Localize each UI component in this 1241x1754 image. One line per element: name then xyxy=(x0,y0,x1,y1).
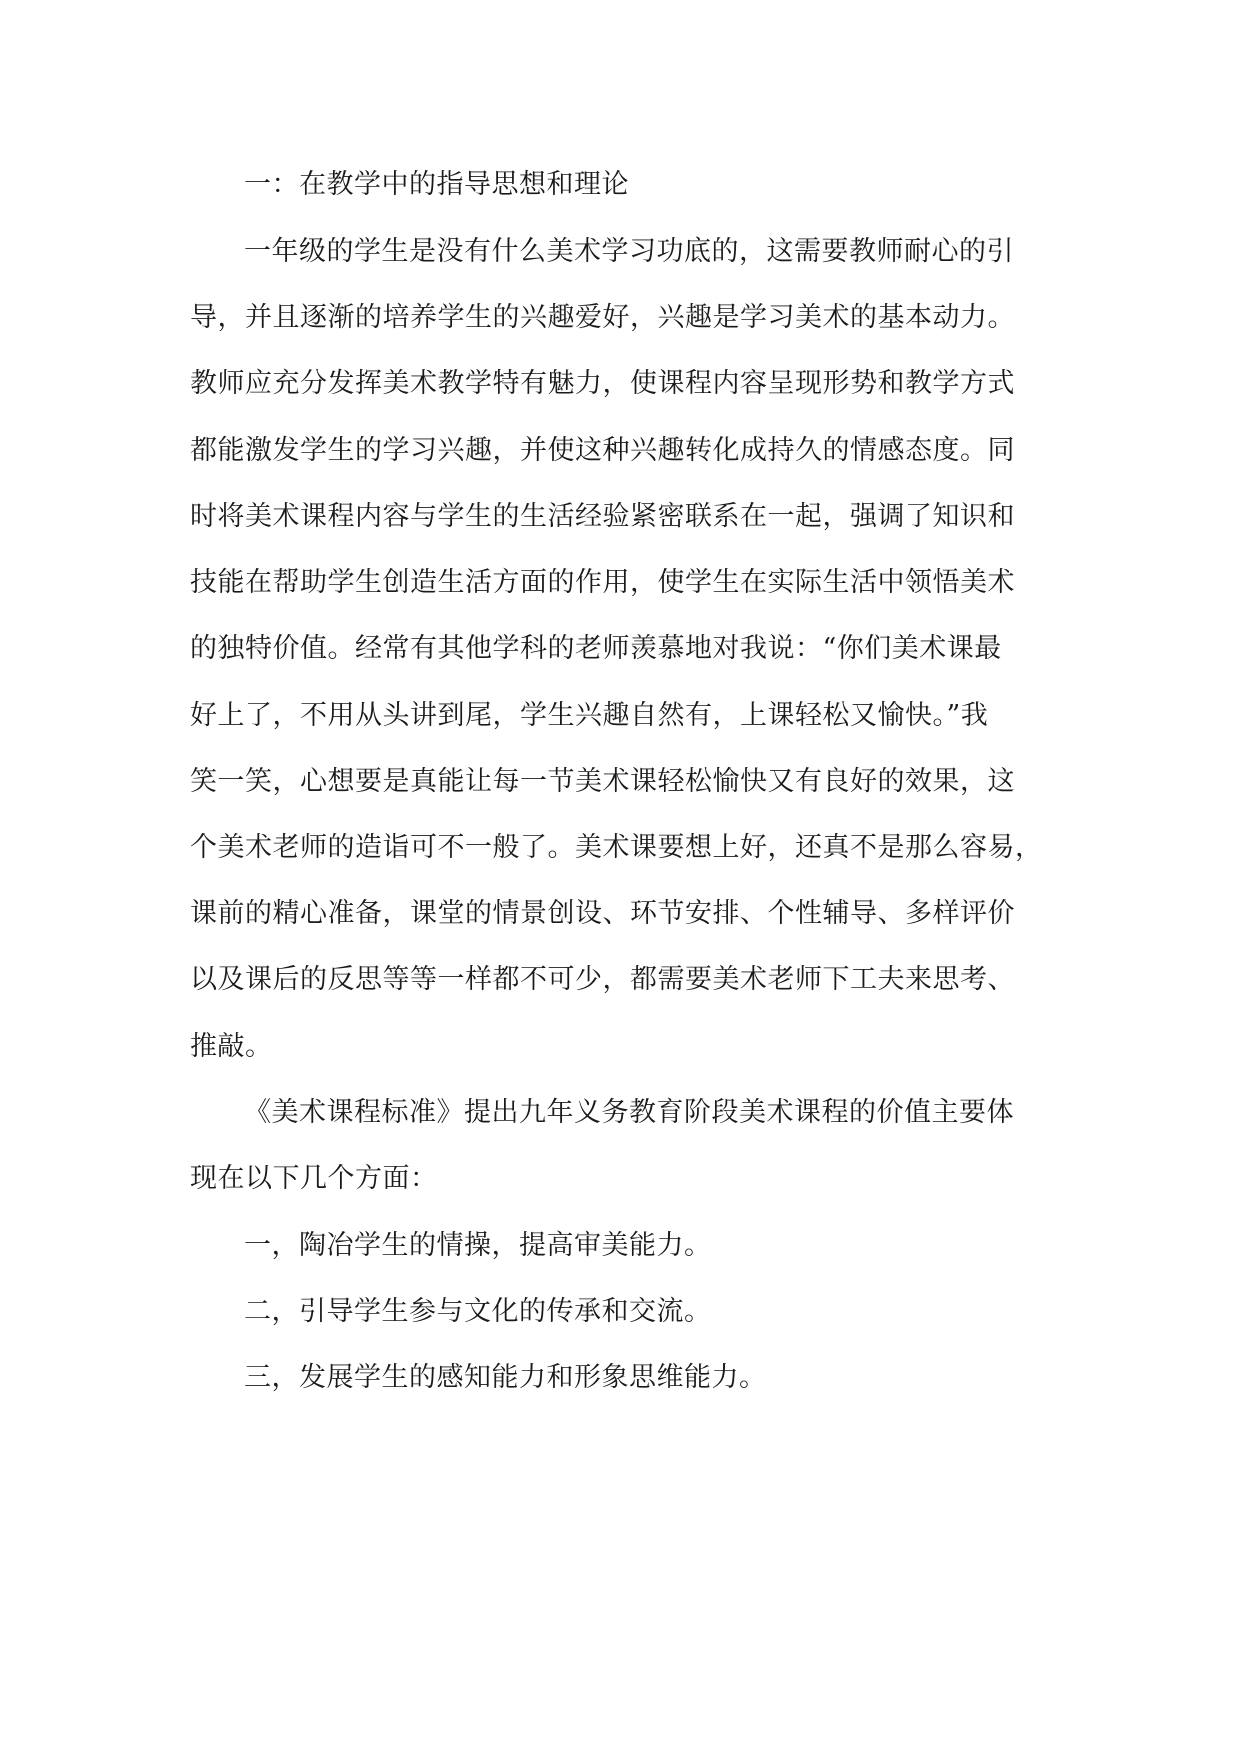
paragraph-line: 好上了，不用从头讲到尾，学生兴趣自然有，上课轻松又愉快。”我 xyxy=(190,700,989,731)
paragraph-line: 现在以下几个方面： xyxy=(190,1163,438,1194)
paragraph-line: 导，并且逐渐的培养学生的兴趣爱好，兴趣是学习美术的基本动力。 xyxy=(190,302,1015,333)
paragraph-line: 时将美术课程内容与学生的生活经验紧密联系在一起，强调了知识和 xyxy=(190,501,1015,532)
paragraph-line: 教师应充分发挥美术教学特有魅力，使课程内容呈现形势和教学方式 xyxy=(190,368,1015,399)
paragraph-line: 以及课后的反思等等一样都不可少，都需要美术老师下工夫来思考、 xyxy=(190,964,1015,995)
section-heading: 一：在教学中的指导思想和理论 xyxy=(244,169,629,200)
paragraph-line: 都能激发学生的学习兴趣，并使这种兴趣转化成持久的情感态度。同 xyxy=(190,435,1015,466)
list-item: 三，发展学生的感知能力和形象思维能力。 xyxy=(244,1362,767,1393)
paragraph-line: 一年级的学生是没有什么美术学习功底的，这需要教师耐心的引 xyxy=(244,236,1014,267)
paragraph-line: 推敲。 xyxy=(190,1031,273,1062)
list-item: 一，陶冶学生的情操，提高审美能力。 xyxy=(244,1230,712,1261)
list-item: 二，引导学生参与文化的传承和交流。 xyxy=(244,1296,712,1327)
paragraph-line: 技能在帮助学生创造生活方面的作用，使学生在实际生活中领悟美术 xyxy=(190,567,1015,598)
paragraph-line: 的独特价值。经常有其他学科的老师羡慕地对我说：“你们美术课最 xyxy=(190,633,1002,664)
paragraph-line: 课前的精心准备，课堂的情景创设、环节安排、个性辅导、多样评价 xyxy=(190,898,1015,929)
paragraph-line: 《美术课程标准》提出九年义务教育阶段美术课程的价值主要体 xyxy=(244,1097,1014,1128)
paragraph-line: 个美术老师的造诣可不一般了。美术课要想上好，还真不是那么容易， xyxy=(190,832,1043,863)
paragraph-line: 笑一笑，心想要是真能让每一节美术课轻松愉快又有良好的效果，这 xyxy=(190,766,1015,797)
